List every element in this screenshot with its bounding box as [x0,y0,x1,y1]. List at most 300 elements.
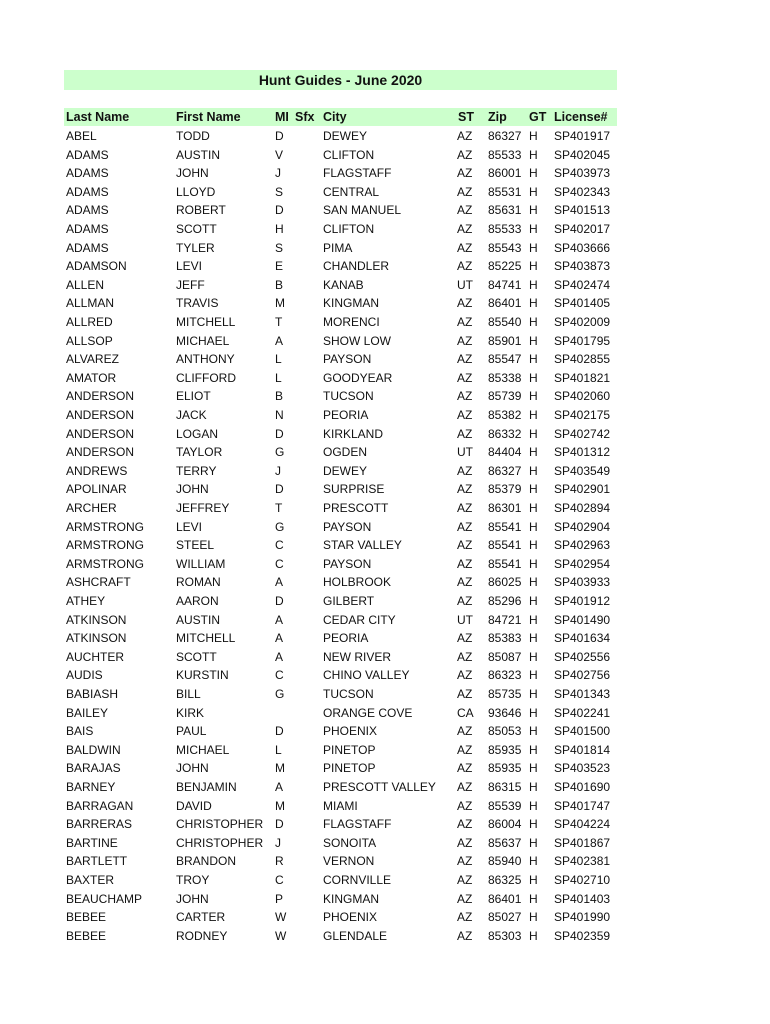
cell-city: PEORIA [323,408,369,422]
cell-last: BARTLETT [66,854,128,869]
cell-lic: SP401634 [554,631,611,646]
cell-gt: H [529,296,538,311]
cell-first: JEFFREY [176,501,230,515]
cell-gt: H [529,426,538,441]
cell-zip: 84741 [488,277,522,292]
cell-last: ARMSTRONG [66,519,144,534]
cell-first: JOHN [176,761,209,776]
cell-lic: SP402343 [554,184,611,199]
cell-first: MITCHELL [176,631,236,646]
cell-lic: SP402556 [554,649,611,664]
cell-zip: 86301 [488,501,522,515]
cell-st: AZ [457,296,473,311]
cell-lic: SP402954 [554,556,611,571]
cell-first: LLOYD [176,184,216,199]
cell-lic: SP401690 [554,780,611,794]
cell-st: AZ [457,333,473,348]
cell-city: TUCSON [323,687,374,701]
cell-last: BAILEY [66,705,109,720]
cell-st: AZ [457,817,473,832]
cell-first: MITCHELL [176,315,236,329]
cell-lic: SP401405 [554,296,611,311]
cell-zip: 85541 [488,519,522,534]
cell-lic: SP401403 [554,891,611,906]
cell-zip: 84404 [488,445,522,460]
table-row [0,499,770,517]
cell-first: TRAVIS [176,296,219,311]
cell-lic: SP401917 [554,129,611,143]
header-st: ST [458,110,474,124]
cell-mi: C [275,668,284,683]
cell-mi: L [275,352,282,367]
cell-zip: 86323 [488,668,522,683]
cell-last: BARRAGAN [66,798,134,813]
cell-zip: 85087 [488,649,522,664]
cell-lic: SP401814 [554,742,611,757]
cell-lic: SP401500 [554,724,611,739]
cell-zip: 85303 [488,928,522,943]
cell-zip: 85631 [488,203,522,218]
cell-gt: H [529,315,538,329]
cell-lic: SP402904 [554,519,611,534]
cell-zip: 85338 [488,370,522,385]
cell-first: JOHN [176,166,209,181]
cell-city: CORNVILLE [323,873,392,887]
cell-lic: SP402060 [554,389,611,404]
cell-last: ASHCRAFT [66,575,131,590]
cell-mi: B [275,277,284,292]
cell-last: ADAMS [66,203,109,218]
cell-city: ORANGE COVE [323,705,413,720]
table-row [0,462,770,480]
cell-zip: 85533 [488,147,522,162]
table-header-row [0,108,770,126]
cell-last: ALVAREZ [66,352,119,367]
table-row [0,257,770,275]
cell-gt: H [529,780,538,794]
cell-last: ARMSTRONG [66,538,144,553]
cell-st: AZ [457,910,473,925]
table-row [0,536,770,554]
cell-mi: T [275,501,283,515]
table-row [0,871,770,889]
table-row [0,332,770,350]
cell-mi: D [275,129,284,143]
cell-lic: SP403973 [554,166,611,181]
cell-zip: 86401 [488,296,522,311]
table-row [0,425,770,443]
cell-zip: 85541 [488,538,522,553]
cell-mi: N [275,408,284,422]
cell-st: CA [457,705,474,720]
cell-last: ATKINSON [66,631,127,646]
cell-st: AZ [457,780,473,794]
cell-last: BAIS [66,724,94,739]
cell-zip: 85027 [488,910,522,925]
cell-last: BEBEE [66,910,107,925]
cell-st: AZ [457,594,473,608]
header-first-name: First Name [176,110,241,124]
cell-mi: G [275,519,285,534]
header-sfx: Sfx [295,110,315,124]
cell-zip: 85541 [488,556,522,571]
cell-mi: M [275,798,285,813]
cell-gt: H [529,203,538,218]
cell-city: PEORIA [323,631,369,646]
cell-lic: SP401513 [554,203,611,218]
cell-lic: SP401312 [554,445,611,460]
cell-city: SHOW LOW [323,333,391,348]
cell-gt: H [529,501,538,515]
cell-city: CLIFTON [323,222,375,236]
cell-last: ARCHER [66,501,117,515]
table-row [0,127,770,145]
cell-last: BARAJAS [66,761,121,776]
table-row [0,220,770,238]
cell-first: ANTHONY [176,352,235,367]
table-row [0,908,770,926]
table-row [0,611,770,629]
cell-first: KURSTIN [176,668,229,683]
table-row [0,648,770,666]
cell-lic: SP403666 [554,240,611,255]
cell-first: SCOTT [176,649,217,664]
cell-lic: SP401990 [554,910,611,925]
cell-last: ADAMS [66,240,109,255]
cell-first: AARON [176,594,219,608]
cell-st: AZ [457,687,473,701]
cell-zip: 85533 [488,222,522,236]
cell-lic: SP402901 [554,482,611,497]
cell-city: KIRKLAND [323,426,384,441]
table-row [0,722,770,740]
cell-zip: 86325 [488,873,522,887]
cell-last: ANDERSON [66,389,135,404]
cell-first: BENJAMIN [176,780,237,794]
cell-city: GOODYEAR [323,370,393,385]
cell-lic: SP402855 [554,352,611,367]
cell-city: PRESCOTT [323,501,389,515]
cell-city: PINETOP [323,761,376,776]
cell-first: STEEL [176,538,215,553]
cell-gt: H [529,519,538,534]
cell-gt: H [529,631,538,646]
cell-st: AZ [457,668,473,683]
cell-first: AUSTIN [176,147,221,162]
cell-gt: H [529,687,538,701]
cell-first: SCOTT [176,222,217,236]
cell-city: MORENCI [323,315,380,329]
cell-last: ATHEY [66,594,106,608]
cell-city: PAYSON [323,519,372,534]
cell-st: UT [457,277,473,292]
cell-st: AZ [457,519,473,534]
cell-first: MICHAEL [176,333,230,348]
cell-gt: H [529,222,538,236]
cell-mi: A [275,612,284,627]
cell-zip: 85935 [488,742,522,757]
cell-city: GILBERT [323,594,375,608]
cell-mi: P [275,891,284,906]
cell-st: AZ [457,891,473,906]
cell-mi: H [275,222,284,236]
cell-gt: H [529,742,538,757]
cell-mi: J [275,835,281,850]
cell-gt: H [529,761,538,776]
cell-last: ADAMS [66,166,109,181]
cell-city: FLAGSTAFF [323,817,392,832]
cell-city: PRESCOTT VALLEY [323,780,436,794]
cell-last: APOLINAR [66,482,127,497]
table-row [0,387,770,405]
cell-st: AZ [457,482,473,497]
cell-city: SAN MANUEL [323,203,402,218]
cell-last: BAXTER [66,873,115,887]
cell-st: AZ [457,724,473,739]
cell-zip: 85543 [488,240,522,255]
cell-city: CLIFTON [323,147,375,162]
table-row [0,350,770,368]
table-row [0,927,770,945]
cell-last: AUDIS [66,668,103,683]
cell-gt: H [529,910,538,925]
cell-zip: 85296 [488,594,522,608]
cell-zip: 86004 [488,817,522,832]
cell-city: CENTRAL [323,184,380,199]
cell-st: UT [457,445,473,460]
cell-city: KINGMAN [323,296,380,311]
cell-zip: 85901 [488,333,522,348]
cell-last: ADAMS [66,184,109,199]
cell-zip: 85739 [488,389,522,404]
cell-st: AZ [457,742,473,757]
table-row [0,276,770,294]
cell-last: BEBEE [66,928,107,943]
cell-city: PINETOP [323,742,376,757]
cell-lic: SP402175 [554,408,611,422]
cell-first: RODNEY [176,928,228,943]
cell-gt: H [529,798,538,813]
cell-last: ABEL [66,129,97,143]
table-row [0,666,770,684]
cell-last: ALLEN [66,277,105,292]
table-row [0,797,770,815]
cell-mi: D [275,203,284,218]
table-row [0,555,770,573]
cell-mi: C [275,556,284,571]
cell-lic: SP402894 [554,501,611,515]
table-row [0,815,770,833]
cell-city: KINGMAN [323,891,380,906]
cell-lic: SP401821 [554,370,611,385]
cell-mi: L [275,370,282,385]
cell-first: LOGAN [176,426,219,441]
cell-mi: J [275,463,281,478]
cell-last: BARRERAS [66,817,133,832]
cell-zip: 85540 [488,315,522,329]
cell-last: ANDERSON [66,426,135,441]
cell-st: AZ [457,259,473,274]
cell-mi: A [275,649,284,664]
cell-st: AZ [457,240,473,255]
cell-zip: 85940 [488,854,522,869]
cell-zip: 85382 [488,408,522,422]
cell-first: TYLER [176,240,215,255]
cell-st: AZ [457,408,473,422]
cell-st: AZ [457,222,473,236]
cell-city: DEWEY [323,463,368,478]
cell-mi: A [275,333,284,348]
cell-st: AZ [457,761,473,776]
table-row [0,778,770,796]
cell-first: ROMAN [176,575,221,590]
cell-first: JOHN [176,891,209,906]
cell-lic: SP402045 [554,147,611,162]
cell-mi: D [275,817,284,832]
cell-city: OGDEN [323,445,368,460]
cell-st: AZ [457,501,473,515]
cell-mi: L [275,742,282,757]
cell-mi: E [275,259,284,274]
cell-zip: 86332 [488,426,522,441]
cell-city: KANAB [323,277,364,292]
cell-last: ANDERSON [66,445,135,460]
cell-mi: M [275,296,285,311]
cell-first: JACK [176,408,207,422]
table-row [0,313,770,331]
cell-gt: H [529,928,538,943]
cell-zip: 85539 [488,798,522,813]
cell-gt: H [529,445,538,460]
cell-mi: A [275,575,284,590]
cell-last: AMATOR [66,370,117,385]
cell-gt: H [529,705,538,720]
cell-st: AZ [457,203,473,218]
cell-gt: H [529,817,538,832]
cell-first: MICHAEL [176,742,230,757]
cell-mi: R [275,854,284,869]
cell-mi: D [275,724,284,739]
cell-lic: SP402359 [554,928,611,943]
cell-city: STAR VALLEY [323,538,402,553]
cell-city: PAYSON [323,556,372,571]
cell-lic: SP403873 [554,259,611,274]
cell-lic: SP402241 [554,705,611,720]
cell-mi: D [275,482,284,497]
cell-st: AZ [457,798,473,813]
header-gt: GT [529,110,547,124]
cell-gt: H [529,854,538,869]
cell-zip: 85637 [488,835,522,850]
cell-mi: D [275,594,284,608]
cell-st: AZ [457,166,473,181]
cell-city: FLAGSTAFF [323,166,392,181]
cell-city: PIMA [323,240,353,255]
cell-first: LEVI [176,259,203,274]
cell-mi: D [275,426,284,441]
cell-mi: S [275,240,284,255]
cell-first: TERRY [176,463,217,478]
cell-first: JEFF [176,277,205,292]
cell-zip: 86327 [488,129,522,143]
cell-lic: SP403549 [554,463,611,478]
cell-first: DAVID [176,798,212,813]
cell-first: ELIOT [176,389,211,404]
cell-gt: H [529,277,538,292]
cell-lic: SP401490 [554,612,611,627]
cell-st: AZ [457,538,473,553]
cell-gt: H [529,538,538,553]
cell-lic: SP402009 [554,315,611,329]
table-row [0,369,770,387]
cell-last: ADAMS [66,222,109,236]
cell-last: ALLRED [66,315,113,329]
cell-st: AZ [457,873,473,887]
cell-st: AZ [457,649,473,664]
cell-st: AZ [457,389,473,404]
cell-gt: H [529,724,538,739]
cell-city: PHOENIX [323,724,378,739]
table-row [0,629,770,647]
cell-zip: 85935 [488,761,522,776]
cell-first: KIRK [176,705,205,720]
cell-city: CEDAR CITY [323,612,396,627]
cell-first: CARTER [176,910,226,925]
cell-gt: H [529,835,538,850]
cell-city: SONOITA [323,835,377,850]
header-license: License# [554,110,608,124]
cell-mi: S [275,184,284,199]
cell-first: CHRISTOPHER [176,817,264,832]
cell-last: ADAMS [66,147,109,162]
cell-lic: SP402474 [554,277,611,292]
cell-gt: H [529,649,538,664]
cell-last: BARTINE [66,835,118,850]
cell-st: AZ [457,556,473,571]
cell-lic: SP403933 [554,575,611,590]
cell-st: AZ [457,854,473,869]
cell-mi: G [275,445,285,460]
cell-last: ARMSTRONG [66,556,144,571]
cell-st: AZ [457,370,473,385]
cell-gt: H [529,408,538,422]
table-row [0,518,770,536]
cell-zip: 86315 [488,780,522,794]
table-row [0,294,770,312]
cell-zip: 84721 [488,612,522,627]
cell-lic: SP402963 [554,538,611,553]
cell-lic: SP402742 [554,426,611,441]
cell-st: AZ [457,352,473,367]
cell-last: ALLSOP [66,333,113,348]
cell-mi: J [275,166,281,181]
cell-gt: H [529,612,538,627]
cell-mi: V [275,147,284,162]
cell-gt: H [529,129,538,143]
cell-gt: H [529,463,538,478]
cell-zip: 86327 [488,463,522,478]
cell-city: HOLBROOK [323,575,392,590]
cell-lic: SP402756 [554,668,611,683]
header-zip: Zip [488,110,507,124]
cell-city: TUCSON [323,389,374,404]
cell-gt: H [529,575,538,590]
table-row [0,201,770,219]
cell-gt: H [529,166,538,181]
cell-last: BARNEY [66,780,116,794]
cell-first: TROY [176,873,210,887]
cell-lic: SP404224 [554,817,611,832]
